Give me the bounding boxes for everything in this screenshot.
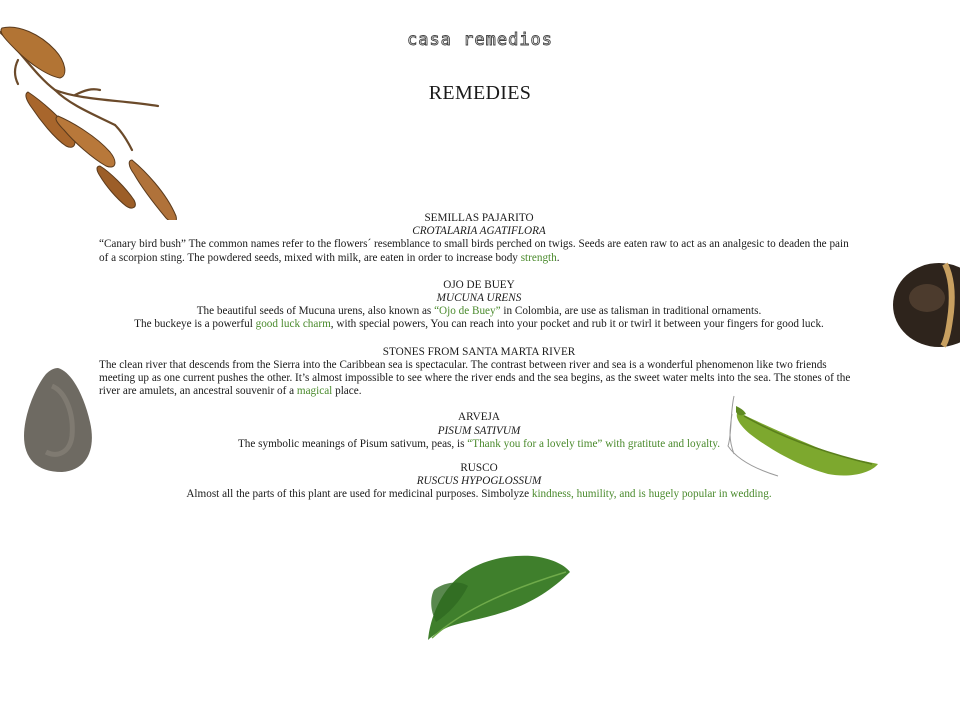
remedy-description-line-1 [99, 305, 859, 318]
pea-pod-image [722, 394, 890, 486]
remedy-description [99, 488, 859, 501]
site-logo-link[interactable]: casa remedios [406, 30, 554, 50]
remedy-description [99, 359, 859, 399]
description-text-end: , with special powers, You can reach into your pocket and rub it or twirl it between your fingers for good luck. [330, 318, 824, 331]
remedy-latin-name: RUSCUS HYPOGLOSSUM [416, 475, 542, 488]
description-text-end: . [556, 251, 560, 264]
description-text-end: place. [332, 385, 362, 398]
remedy-name: STONES FROM SANTA MARTA RIVER [382, 345, 576, 358]
description-text-end: in Colombia, are use as talisman in traditional ornaments. [500, 305, 762, 318]
green-leaf-image [420, 550, 575, 646]
remedy-latin-name: PISUM SATIVUM [437, 424, 521, 437]
remedy-latin-name: CROTALARIA AGATIFLORA [412, 225, 546, 238]
description-text: Almost all the parts of this plant are used for medicinal purposes. Simbolyze [186, 488, 532, 501]
remedy-description-line-2 [99, 318, 859, 331]
remedy-semillas-pajarito [99, 212, 859, 265]
page-title: REMEDIES [428, 82, 532, 104]
description-text: The symbolic meanings of Pisum sativum, peas, is [237, 437, 468, 450]
remedy-name: SEMILLAS PAJARITO [424, 212, 534, 224]
remedy-name: ARVEJA [458, 411, 500, 424]
description-highlight: “Ojo de Buey” [434, 305, 501, 318]
remedy-ojo-de-buey [99, 279, 859, 332]
mucuna-seed-image [893, 262, 960, 348]
description-highlight: good luck charm [255, 318, 331, 331]
description-highlight: strength [520, 251, 557, 264]
description-text: The clean river that descends from the Sierra into the Caribbean sea is spectacular. The contrast between river and sea is a wonderful phenomenon like two friends meeting up as one current pushes the other. It’s almost impossible to see where the river ends and the sea begins, as the sweet water melts into the sea. The stones of the river are amulets, an ancestral souvenir of a [99, 358, 851, 398]
remedy-name: RUSCO [460, 462, 498, 475]
river-stone-image [22, 366, 94, 474]
description-text: The buckeye is a powerful [134, 318, 256, 331]
description-highlight: “Thank you for a lovely time” with gratitute and loyalty. [467, 437, 721, 450]
remedy-name: OJO DE BUEY [443, 278, 515, 291]
remedy-description [99, 238, 859, 264]
description-highlight: magical [296, 385, 333, 398]
remedy-latin-name: MUCUNA URENS [436, 292, 522, 305]
description-text: “Canary bird bush” The common names refer to the flowers´ resemblance to small birds perched on twigs. Seeds are eaten raw to act as an analgesic to deaden the pain of a scorpion sting. The powdered seeds, mixed with milk, are eaten in order to increase body [99, 238, 849, 264]
remedy-santa-marta-stones [99, 346, 859, 399]
seed-pods-branch-image [0, 20, 185, 220]
description-text: The beautiful seeds of Mucuna urens, also known as [196, 305, 435, 318]
description-highlight: kindness, humility, and is hugely popular in wedding. [531, 488, 772, 501]
